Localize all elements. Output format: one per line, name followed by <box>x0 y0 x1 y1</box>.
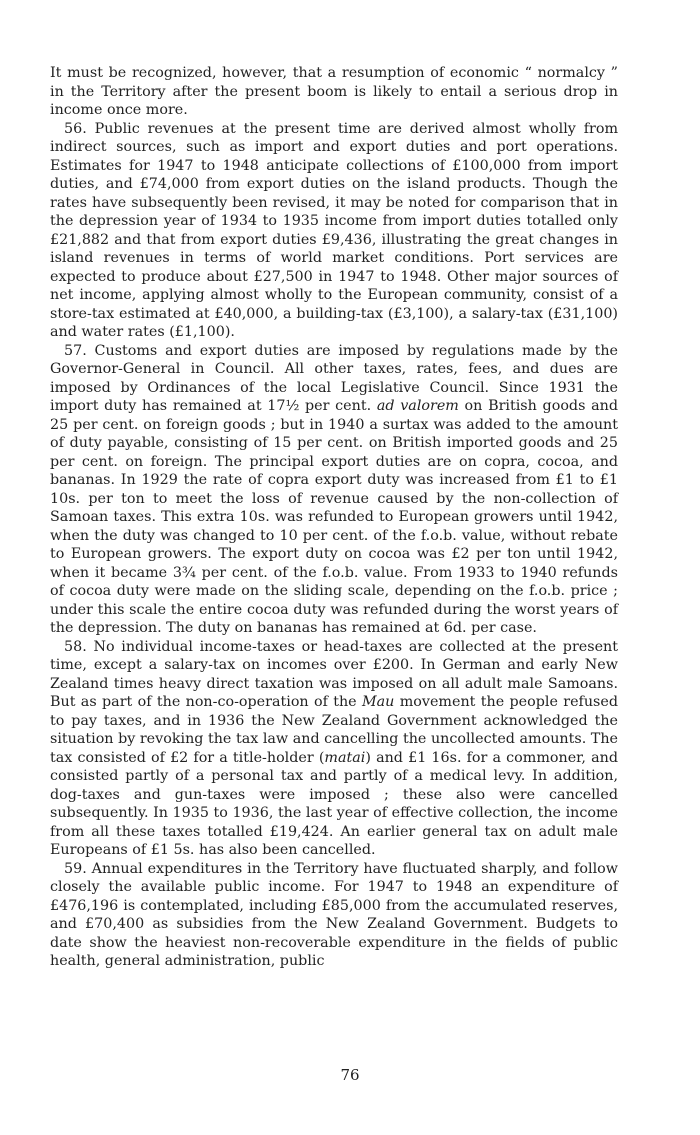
paragraph-59-expenditures: 59. Annual expenditures in the Territory have fluctuated sharply, and follow closely the available public income. For 1947 to 1948 an expenditure of £476,196 is contemplated, including £85,000 from the accumulated reserves, and £70,400 as subsidies from the New Zealand Government. Budgets to date show the heaviest non-recoverable expenditure in the fields of public health, general administration, public <box>50 860 618 969</box>
paragraph-58-italic-matai: matai <box>324 749 366 766</box>
page-number: 76 <box>340 1066 360 1084</box>
paragraph-57-italic-term: ad valorem <box>376 398 459 414</box>
paragraph-57-text-a: 57. Customs and export duties are imposed by regulations made by the Governor-General in Council. All other taxes, rates, fees, and dues are imposed by Ordinances of the local Legislative Council. Since 1931 the import duty has remained at 17½ per cent. <box>50 342 618 414</box>
paragraph-continuation: It must be recognized, however, that a resumption of economic “ normalcy ” in the Territory after the present boom is likely to entail a serious drop in income once more. <box>50 65 618 118</box>
paragraph-58-income-taxes <box>50 638 618 860</box>
paragraph-56-public-revenues: 56. Public revenues at the present time are derived almost wholly from indirect sources, such as import and export duties and port operations. Estimates for 1947 to 1948 anticipate collections of £100,000 from import duties, and £74,000 from export duties on the island products. Though the rates have subsequently been revised, it may be noted for comparison that in the depression year of 1934 to 1935 income from import duties totalled only £21,882 and that from export duties £9,436, illustrating the great changes in island revenues in terms of world market conditions. Port services are expected to produce about £27,500 in 1947 to 1948. Other major sources of net income, applying almost wholly to the European community, consist of a store-tax estimated at £40,000, a building-tax (£3,100), a salary-tax (£31,100) and water rates (£1,100). <box>50 120 618 340</box>
paragraph-57-customs-duties <box>50 342 618 638</box>
document-page-body <box>50 64 618 971</box>
paragraph-58-text-a: 58. No individual income-taxes or head-taxes are collected at the present time, except a salary-tax on incomes over £200. In German and early New Zealand times heavy direct taxation was imposed on all adult male Samoans. But as part of the non-co-operation of the <box>50 638 618 710</box>
paragraph-58-text-c: ) and £1 16s. for a commoner, and consisted partly of a personal tax and partly of a medical levy. In addition, dog-taxes and gun-taxes were imposed ; these also were cancelled subsequently. In 1935 to 1936, the last year of effective collection, the income from all these taxes totalled £19,424. An earlier general tax on adult male Europeans of £1 5s. has also been cancelled. <box>50 749 618 858</box>
paragraph-58-text-b: movement the people refused to pay taxes, and in 1936 the New Zealand Government acknowledged the situation by revoking the tax law and cancelling the uncollected amounts. The tax consisted of £2 for a title-holder ( <box>50 694 618 766</box>
paragraph-58-italic-mau: Mau <box>362 694 395 710</box>
paragraph-57-text-b: on British goods and 25 per cent. on foreign goods ; but in 1940 a surtax was added to the amount of duty payable, consisting of 15 per cent. on British imported goods and 25 per cent. on foreign. The principal export duties are on copra, cocoa, and bananas. In 1929 the rate of copra export duty was increased from £1 to £1 10s. per ton to meet the loss of revenue caused by the non-collection of Samoan taxes. This extra 10s. was refunded to European growers until 1942, when the duty was changed to 10 per cent. of the f.o.b. value, without rebate to European growers. The export duty on cocoa was £2 per ton until 1942, when it became 3¾ per cent. of the f.o.b. value. From 1933 to 1940 refunds of cocoa duty were made on the sliding scale, depending on the f.o.b. price ; under this scale the entire cocoa duty was refunded during the worst years of the depression. The duty on bananas has remained at 6d. per case. <box>50 398 618 636</box>
